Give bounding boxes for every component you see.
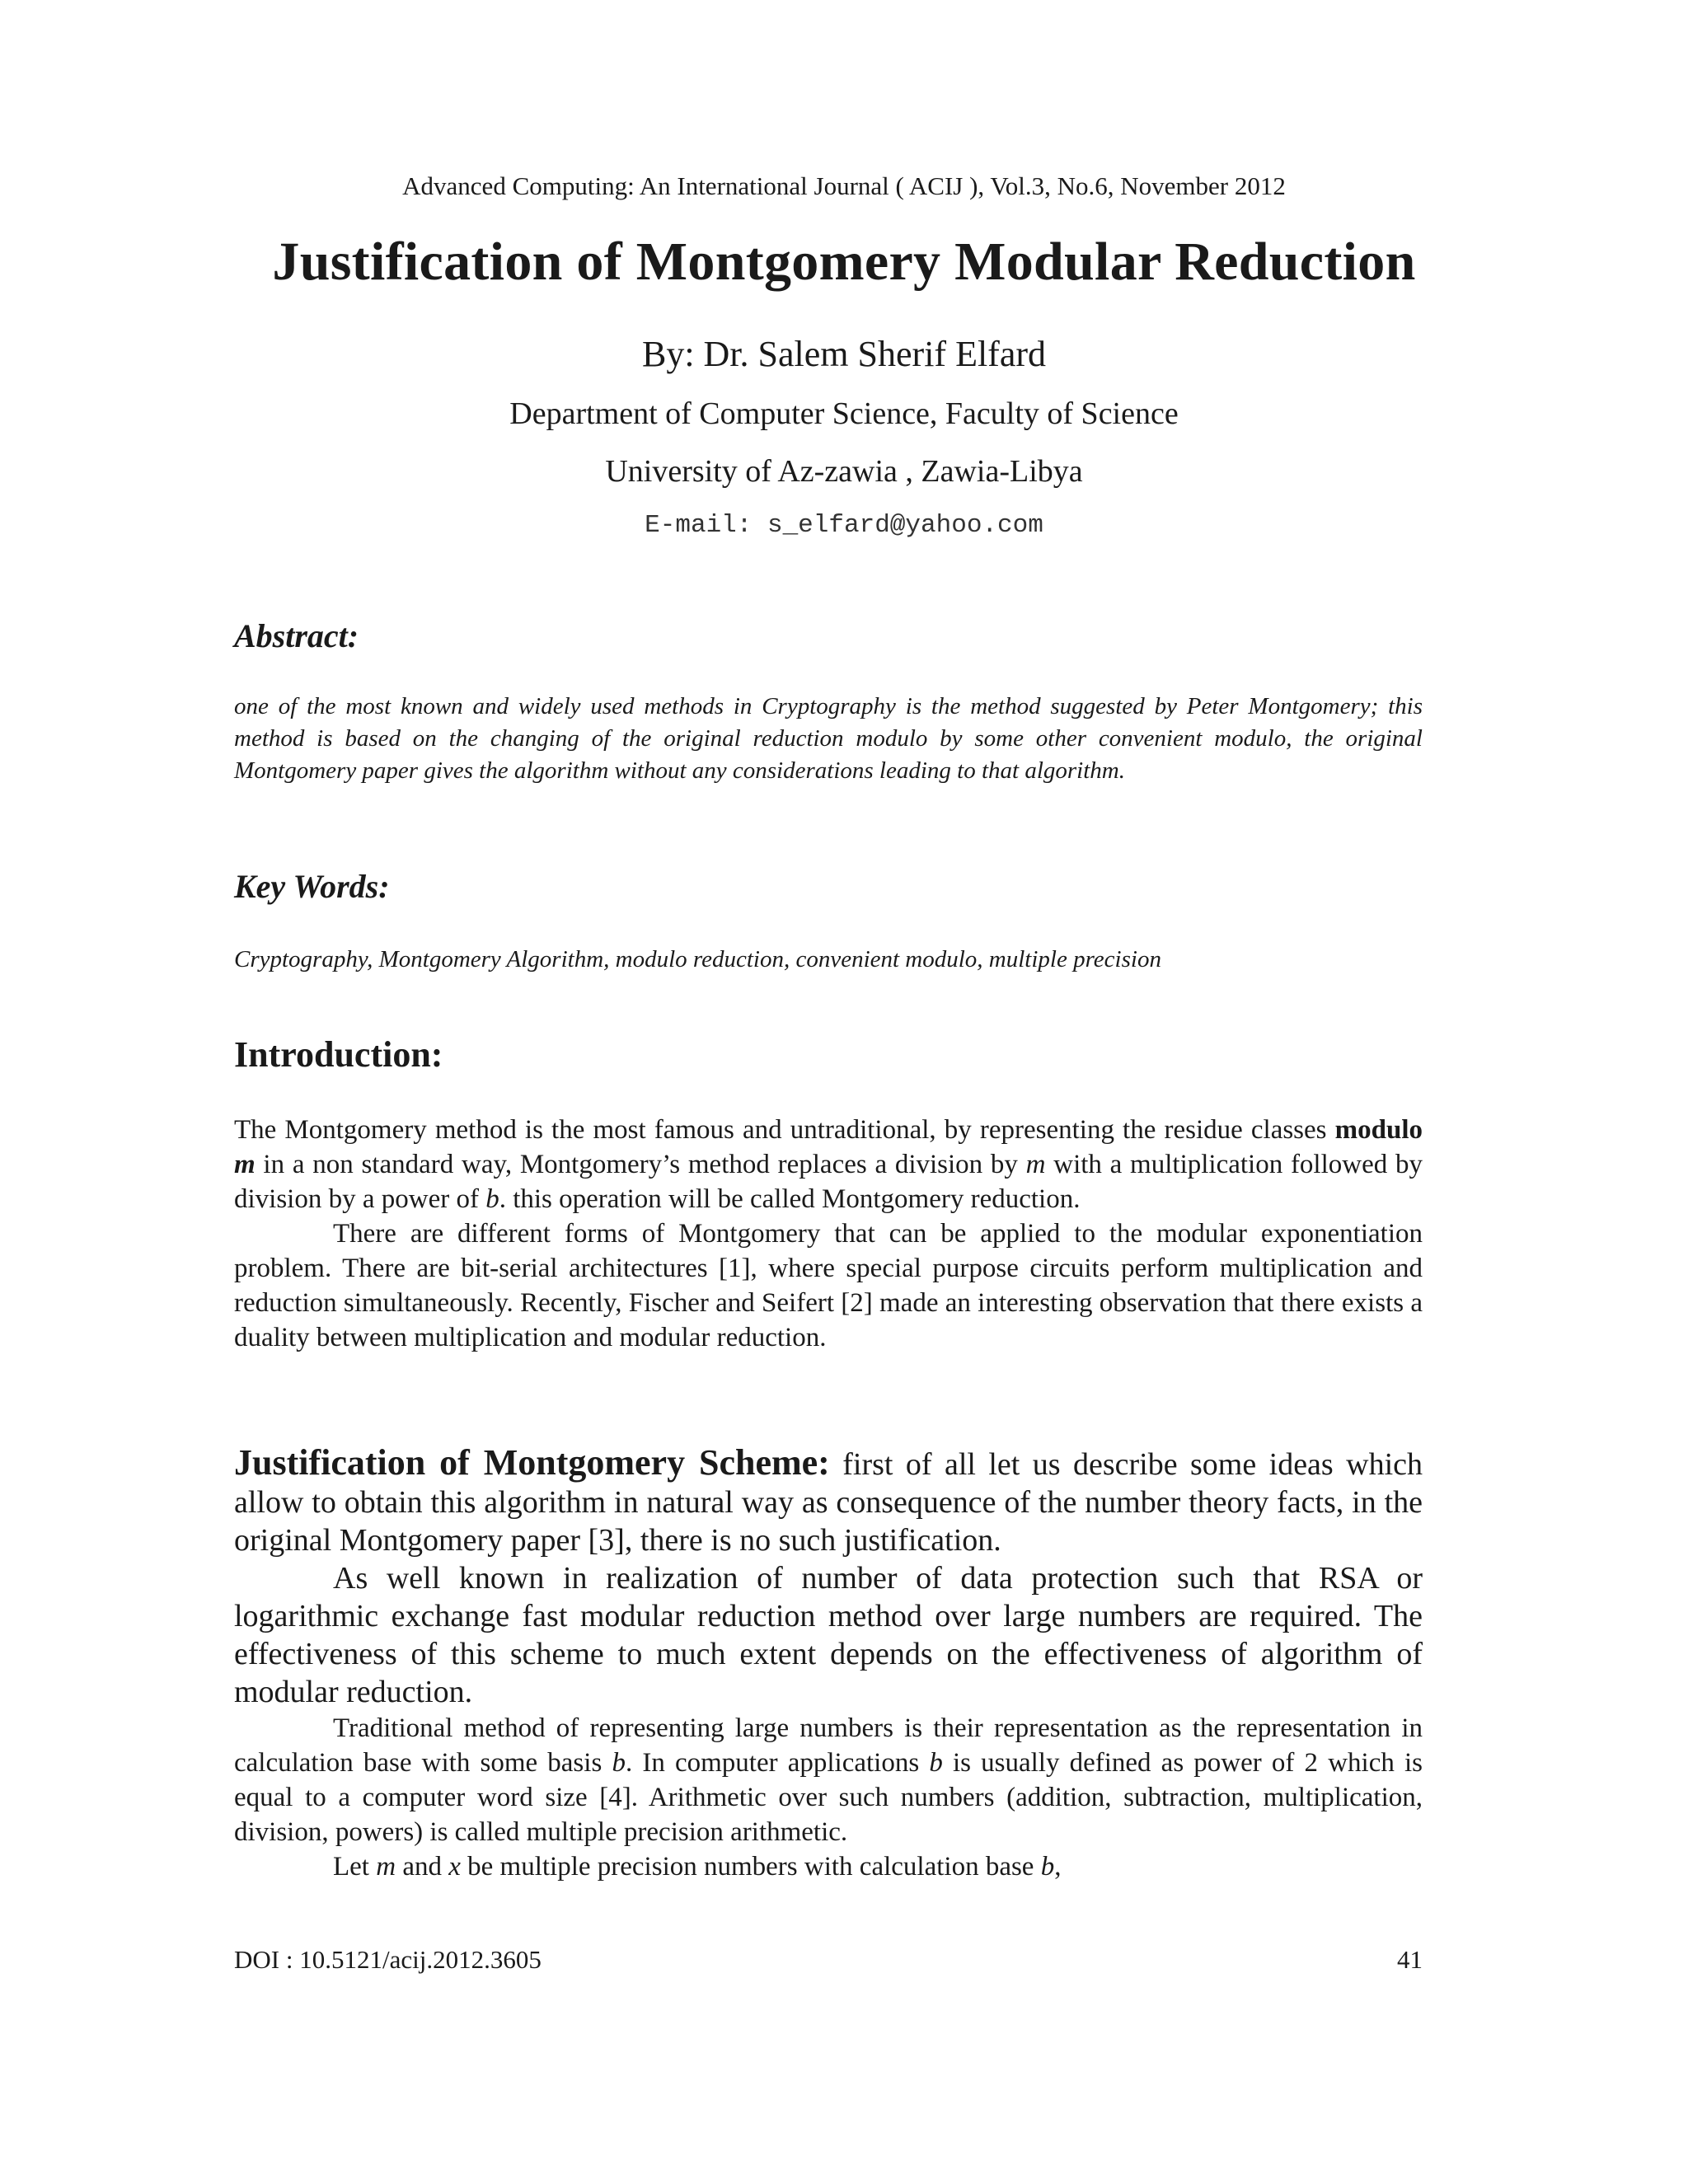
introduction-paragraph-1: The Montgomery method is the most famous and untraditional, by representing the residue classes modulo m in a non standard way, Montgomery’s method replaces a division by m with a multiplication followed by division by a power of b. this operation will be called Montgomery reduction. [234,1115,1423,1214]
justification-section [234,1444,1423,1884]
paper-title: Justification of Montgomery Modular Reduction [272,232,1416,292]
keywords-text: Cryptography, Montgomery Algorithm, modulo reduction, convenient modulo, multiple precision [234,946,1161,972]
keywords-heading: Key Words: [234,868,390,905]
author-line: By: Dr. Salem Sherif Elfard [641,334,1046,374]
journal-running-header: Advanced Computing: An International Journal ( ACIJ ), Vol.3, No.6, November 2012 [402,171,1286,200]
footer-page-number: 41 [1397,1945,1423,1974]
abstract-heading: Abstract: [234,617,359,654]
introduction-body [234,1113,1423,1355]
abstract-text: one of the most known and widely used methods in Cryptography is the method suggested by Peter Montgomery; this method is based on the changing of the original reduction modulo by some other convenient modulo, the original Montgomery paper gives the algorithm without any considerations leading to that algorithm. [234,693,1423,784]
department-line: Department of Computer Science, Faculty of Science [509,396,1179,431]
justification-paragraph-2: As well known in realization of number of data protection such that RSA or logarithmic exchange fast modular reduction method over large numbers are required. The effectiveness of this scheme to much extent depends on the effectiveness of algorithm of modular reduction. [234,1561,1423,1709]
footer-doi: DOI : 10.5121/acij.2012.3605 [234,1945,542,1974]
email-line: E-mail: s_elfard@yahoo.com [645,511,1043,540]
university-line: University of Az-zawia , Zawia-Libya [605,454,1083,489]
justification-heading: Justification of Montgomery Scheme: [234,1442,830,1483]
justification-paragraph-1: Justification of Montgomery Scheme: first of all let us describe some ideas which allow to obtain this algorithm in natural way as consequence of the number theory facts, in the original Montgomery paper [3], there is no such justification. [234,1442,1423,1558]
justification-paragraph-4: Let m and x be multiple precision numbers with calculation base b, [333,1852,1062,1882]
introduction-paragraph-2: There are different forms of Montgomery that can be applied to the modular exponentiation problem. There are bit-serial architectures [1], where special purpose circuits perform multiplication and reduction simultaneously. Recently, Fischer and Seifert [2] made an interesting observation that there exists a duality between multiplication and modular reduction. [234,1219,1423,1352]
justification-paragraph-3: Traditional method of representing large numbers is their representation as the representation in calculation base with some basis b. In computer applications b is usually defined as power of 2 which is equal to a computer word size [4]. Arithmetic over such numbers (addition, subtraction, multiplication, division, powers) is called multiple precision arithmetic. [234,1713,1423,1847]
introduction-heading: Introduction: [234,1034,443,1075]
